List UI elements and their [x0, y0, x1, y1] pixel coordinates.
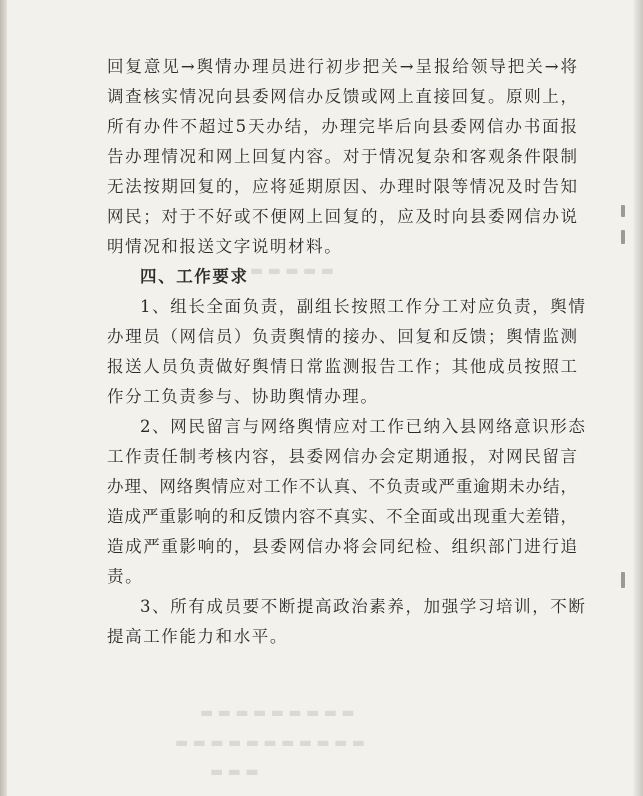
body-line: 所有办件不超过5天办结，办理完毕后向县委网信办书面报 — [107, 117, 577, 136]
section-heading: 四、工作要求 — [140, 267, 249, 286]
body-line: 无法按期回复的，应将延期原因、办理时限等情况及时告知 — [107, 177, 577, 196]
body-line: 网民；对于不好或不便网上回复的，应及时向县委网信办说 — [107, 207, 577, 226]
scan-speck — [621, 205, 625, 217]
show-through-mark: ▬ ▬ ▬ ▬ ▬ ▬ ▬ ▬ ▬ ▬ ▬ — [175, 735, 366, 751]
body-line: 工作责任制考核内容，县委网信办会定期通报，对网民留言 — [107, 447, 577, 466]
page-left-edge — [0, 0, 7, 796]
body-line: 回复意见→舆情办理员进行初步把关→呈报给领导把关→将 — [107, 57, 577, 76]
body-line: 明情况和报送文字说明材料。 — [107, 237, 343, 256]
body-line: 2、网民留言与网络舆情应对工作已纳入县网络意识形态 — [140, 417, 587, 436]
show-through-mark: ▬ ▬ ▬ ▬ ▬ ▬ ▬ ▬ ▬ — [200, 705, 355, 721]
page-right-edge — [633, 0, 643, 796]
body-line: 3、所有成员要不断提高政治素养，加强学习培训，不断 — [140, 597, 587, 616]
body-line: 调查核实情况向县委网信办反馈或网上直接回复。原则上， — [107, 87, 577, 106]
body-line: 提高工作能力和水平。 — [107, 627, 288, 646]
body-line: 办理、网络舆情应对工作不认真、不负责或严重逾期未办结， — [107, 477, 577, 496]
body-line: 1、组长全面负责，副组长按照工作分工对应负责，舆情 — [140, 297, 587, 316]
body-line: 造成严重影响的和反馈内容不真实、不全面或出现重大差错， — [107, 507, 577, 526]
body-line: 办理员（网信员）负责舆情的接办、回复和反馈；舆情监测 — [107, 327, 577, 346]
body-line: 报送人员负责做好舆情日常监测报告工作；其他成员按照工 — [107, 357, 577, 376]
show-through-mark: ▬ ▬ ▬ — [210, 764, 259, 780]
body-line: 责。 — [107, 567, 144, 586]
show-through-mark: ▬ ▬ ▬ ▬ ▬ — [250, 263, 334, 279]
document-body — [107, 52, 587, 652]
scan-speck — [621, 572, 625, 588]
body-line: 作分工负责参与、协助舆情办理。 — [107, 387, 379, 406]
scan-speck — [621, 230, 625, 244]
body-line: 告办理情况和网上回复内容。对于情况复杂和客观条件限制 — [107, 147, 577, 166]
body-line: 造成严重影响的，县委网信办将会同纪检、组织部门进行追 — [107, 537, 577, 556]
